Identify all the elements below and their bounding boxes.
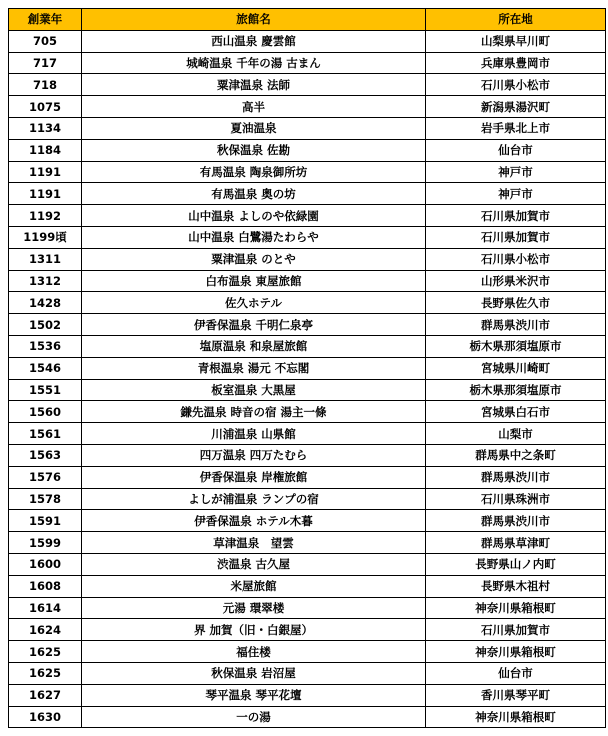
table-row: [9, 553, 606, 575]
cell-name: 一の湯: [82, 706, 426, 728]
cell-name: 琴平温泉 琴平花壇: [82, 684, 426, 706]
cell-year: 1627: [9, 684, 82, 706]
cell-location: 神奈川県箱根町: [426, 706, 606, 728]
table-row: [9, 270, 606, 292]
cell-year: 1311: [9, 248, 82, 270]
cell-name: 山中温泉 白鷺湯たわらや: [82, 226, 426, 248]
cell-name: 城崎温泉 千年の湯 古まん: [82, 52, 426, 74]
cell-year: 1191: [9, 183, 82, 205]
cell-location: 栃木県那須塩原市: [426, 379, 606, 401]
cell-name: よしが浦温泉 ランプの宿: [82, 488, 426, 510]
cell-year: 1625: [9, 662, 82, 684]
cell-year: 1546: [9, 357, 82, 379]
cell-name: 夏油温泉: [82, 117, 426, 139]
cell-location: 新潟県湯沢町: [426, 96, 606, 118]
cell-year: 1625: [9, 641, 82, 663]
table-row: [9, 662, 606, 684]
cell-location: 宮城県川崎町: [426, 357, 606, 379]
cell-name: 塩原温泉 和泉屋旅館: [82, 335, 426, 357]
cell-name: 渋温泉 古久屋: [82, 553, 426, 575]
cell-name: 粟津温泉 のとや: [82, 248, 426, 270]
cell-year: 705: [9, 30, 82, 52]
header-name: 旅館名: [82, 9, 426, 31]
table-row: [9, 510, 606, 532]
cell-name: 福住楼: [82, 641, 426, 663]
cell-year: 1563: [9, 444, 82, 466]
cell-location: 神奈川県箱根町: [426, 597, 606, 619]
cell-year: 1576: [9, 466, 82, 488]
cell-year: 1502: [9, 314, 82, 336]
table-row: [9, 335, 606, 357]
cell-year: 1599: [9, 532, 82, 554]
cell-location: 石川県加賀市: [426, 619, 606, 641]
table-row: [9, 139, 606, 161]
table-row: [9, 357, 606, 379]
table-row: [9, 684, 606, 706]
cell-name: 高半: [82, 96, 426, 118]
cell-year: 1192: [9, 205, 82, 227]
cell-year: 718: [9, 74, 82, 96]
cell-name: 板室温泉 大黒屋: [82, 379, 426, 401]
table-row: [9, 466, 606, 488]
cell-name: 秋保温泉 岩沼屋: [82, 662, 426, 684]
cell-location: 神戸市: [426, 161, 606, 183]
table-row: [9, 292, 606, 314]
cell-name: 伊香保温泉 岸権旅館: [82, 466, 426, 488]
cell-location: 長野県佐久市: [426, 292, 606, 314]
cell-location: 群馬県渋川市: [426, 314, 606, 336]
cell-name: 山中温泉 よしのや依緑園: [82, 205, 426, 227]
table-row: [9, 205, 606, 227]
table-row: [9, 423, 606, 445]
cell-location: 仙台市: [426, 662, 606, 684]
cell-year: 1551: [9, 379, 82, 401]
cell-year: 1199頃: [9, 226, 82, 248]
cell-year: 1561: [9, 423, 82, 445]
cell-location: 宮城県白石市: [426, 401, 606, 423]
table-row: [9, 575, 606, 597]
cell-location: 山梨県早川町: [426, 30, 606, 52]
table-row: [9, 532, 606, 554]
cell-name: 草津温泉 望雲: [82, 532, 426, 554]
cell-name: 伊香保温泉 千明仁泉亭: [82, 314, 426, 336]
table-row: [9, 248, 606, 270]
cell-location: 山梨市: [426, 423, 606, 445]
table-header: [9, 9, 606, 31]
cell-year: 1600: [9, 553, 82, 575]
table-row: [9, 619, 606, 641]
cell-year: 1608: [9, 575, 82, 597]
cell-year: 1428: [9, 292, 82, 314]
table-row: [9, 444, 606, 466]
cell-year: 1614: [9, 597, 82, 619]
cell-location: 栃木県那須塩原市: [426, 335, 606, 357]
cell-year: 1134: [9, 117, 82, 139]
cell-name: 川浦温泉 山県館: [82, 423, 426, 445]
table-row: [9, 30, 606, 52]
table-row: [9, 96, 606, 118]
cell-location: 神奈川県箱根町: [426, 641, 606, 663]
table-row: [9, 52, 606, 74]
ryokan-table: [8, 8, 606, 728]
cell-name: 四万温泉 四万たむら: [82, 444, 426, 466]
cell-location: 岩手県北上市: [426, 117, 606, 139]
cell-year: 1536: [9, 335, 82, 357]
cell-location: 香川県琴平町: [426, 684, 606, 706]
cell-year: 1624: [9, 619, 82, 641]
table-row: [9, 183, 606, 205]
cell-location: 山形県米沢市: [426, 270, 606, 292]
cell-location: 石川県小松市: [426, 74, 606, 96]
table-row: [9, 117, 606, 139]
cell-name: 秋保温泉 佐勘: [82, 139, 426, 161]
cell-location: 神戸市: [426, 183, 606, 205]
cell-location: 長野県木祖村: [426, 575, 606, 597]
table-row: [9, 226, 606, 248]
cell-name: 界 加賀（旧・白銀屋）: [82, 619, 426, 641]
cell-name: 伊香保温泉 ホテル木暮: [82, 510, 426, 532]
cell-name: 青根温泉 湯元 不忘閣: [82, 357, 426, 379]
cell-year: 1075: [9, 96, 82, 118]
table-row: [9, 401, 606, 423]
cell-location: 石川県加賀市: [426, 226, 606, 248]
cell-location: 兵庫県豊岡市: [426, 52, 606, 74]
cell-location: 群馬県渋川市: [426, 466, 606, 488]
cell-year: 717: [9, 52, 82, 74]
cell-name: 元湯 環翠楼: [82, 597, 426, 619]
table-row: [9, 74, 606, 96]
cell-name: 米屋旅館: [82, 575, 426, 597]
cell-year: 1591: [9, 510, 82, 532]
cell-year: 1578: [9, 488, 82, 510]
cell-location: 石川県小松市: [426, 248, 606, 270]
cell-location: 仙台市: [426, 139, 606, 161]
cell-year: 1191: [9, 161, 82, 183]
header-location: 所在地: [426, 9, 606, 31]
cell-location: 群馬県草津町: [426, 532, 606, 554]
table-row: [9, 597, 606, 619]
table-row: [9, 706, 606, 728]
header-row: [9, 9, 606, 31]
table-row: [9, 488, 606, 510]
cell-name: 鎌先温泉 時音の宿 湯主一條: [82, 401, 426, 423]
cell-location: 群馬県中之条町: [426, 444, 606, 466]
cell-name: 佐久ホテル: [82, 292, 426, 314]
cell-name: 有馬温泉 陶泉御所坊: [82, 161, 426, 183]
cell-name: 有馬温泉 奥の坊: [82, 183, 426, 205]
table-row: [9, 314, 606, 336]
cell-location: 石川県珠洲市: [426, 488, 606, 510]
cell-year: 1560: [9, 401, 82, 423]
cell-name: 白布温泉 東屋旅館: [82, 270, 426, 292]
cell-location: 群馬県渋川市: [426, 510, 606, 532]
cell-location: 石川県加賀市: [426, 205, 606, 227]
table-body: [9, 30, 606, 728]
cell-location: 長野県山ノ内町: [426, 553, 606, 575]
cell-name: 粟津温泉 法師: [82, 74, 426, 96]
cell-name: 西山温泉 慶雲館: [82, 30, 426, 52]
table-row: [9, 641, 606, 663]
cell-year: 1312: [9, 270, 82, 292]
table-row: [9, 379, 606, 401]
cell-year: 1184: [9, 139, 82, 161]
table-row: [9, 161, 606, 183]
header-year: 創業年: [9, 9, 82, 31]
cell-year: 1630: [9, 706, 82, 728]
